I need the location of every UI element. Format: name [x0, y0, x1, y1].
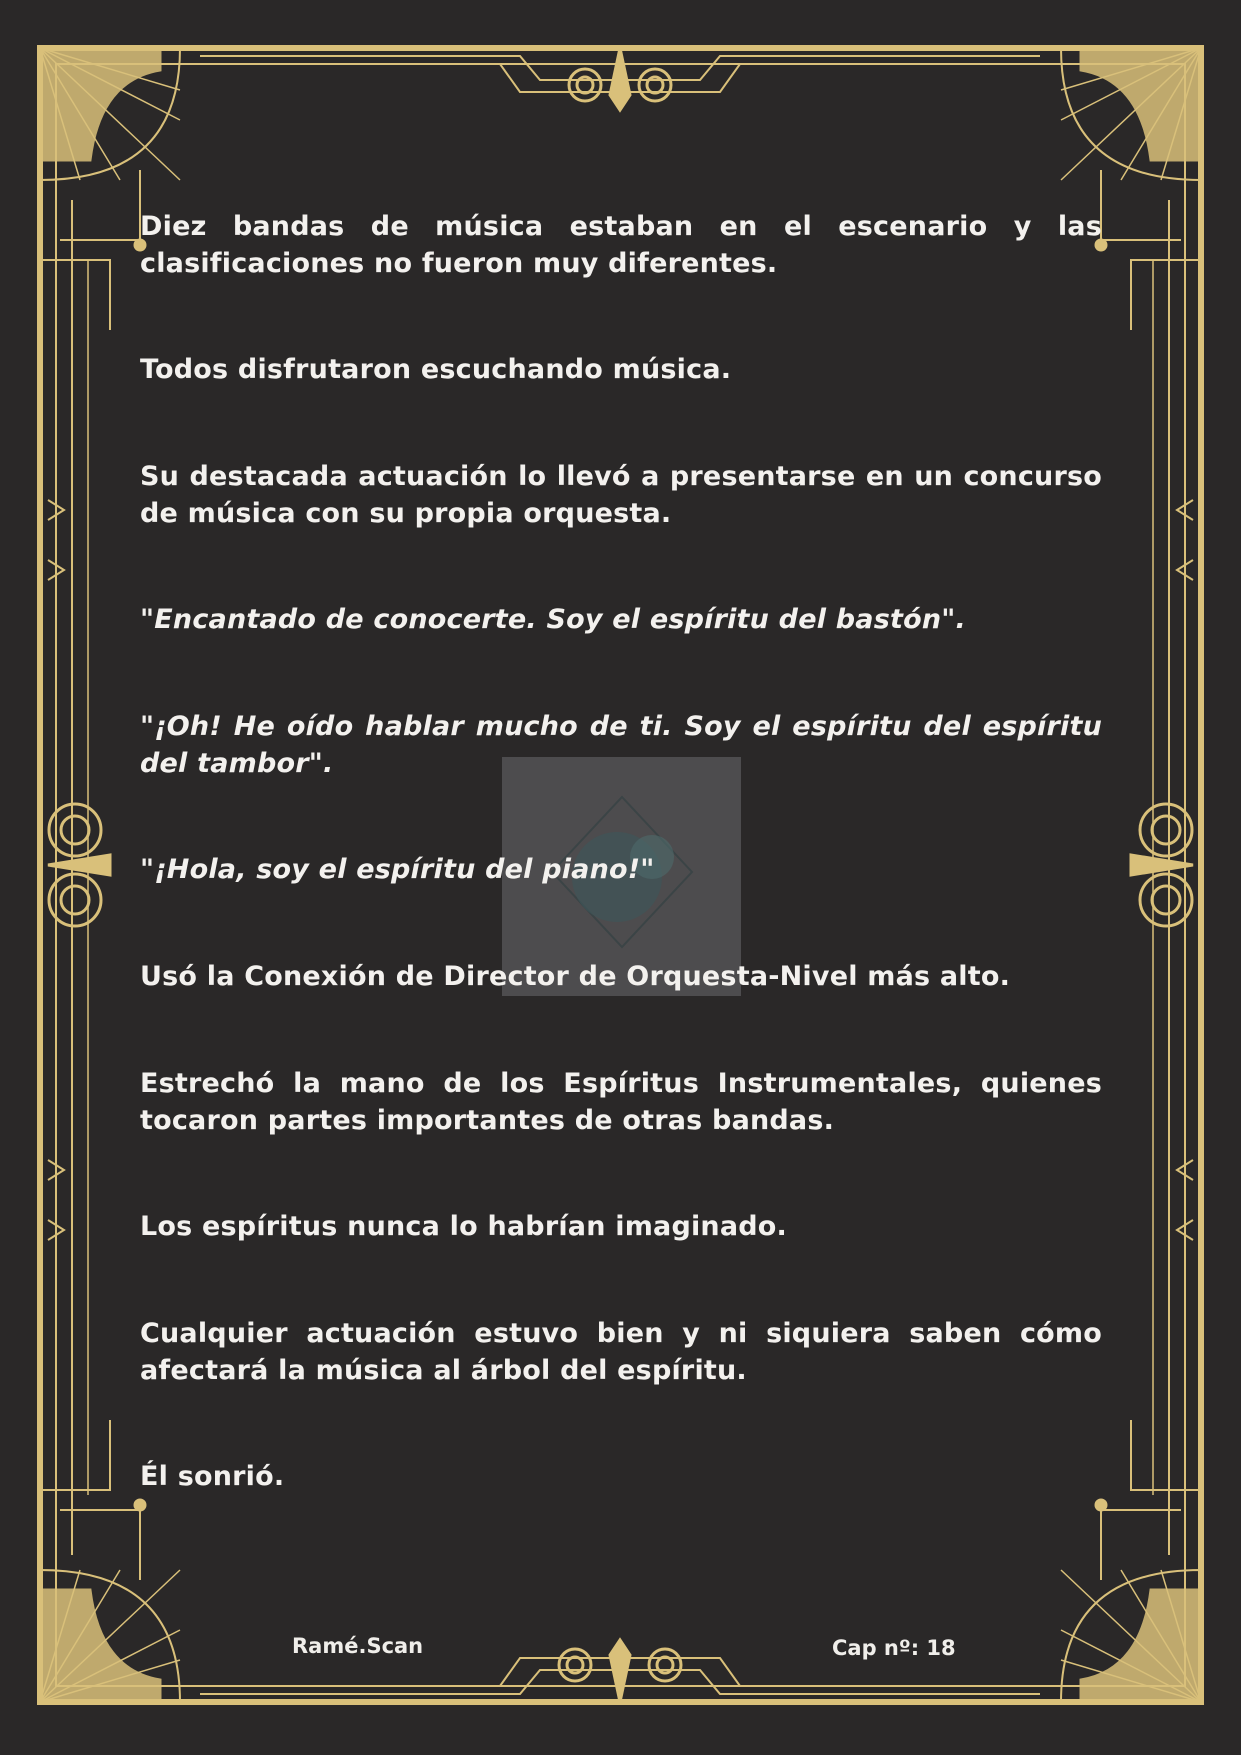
chapter-number: Cap nº: 18 — [832, 1636, 956, 1660]
dialogue-paragraph: "¡Oh! He oído hablar mucho de ti. Soy el espíritu del espíritu del tambor". — [140, 711, 1102, 779]
scan-group-credit: Ramé.Scan — [292, 1634, 424, 1658]
paragraph: Su destacada actuación lo llevó a presentarse en un concurso de música con su propia orquesta. — [140, 461, 1102, 529]
dialogue-paragraph: "¡Hola, soy el espíritu del piano!" — [140, 854, 655, 885]
paragraph: Cualquier actuación estuvo bien y ni siquiera saben cómo afectará la música al árbol del espíritu. — [140, 1318, 1102, 1386]
paragraph: Diez bandas de música estaban en el escenario y las clasificaciones no fueron muy diferentes. — [140, 211, 1102, 279]
paragraph: Los espíritus nunca lo habrían imaginado. — [140, 1211, 787, 1242]
paragraph: Todos disfrutaron escuchando música. — [140, 354, 732, 385]
paragraph: Él sonrió. — [140, 1461, 285, 1492]
dialogue-paragraph: "Encantado de conocerte. Soy el espíritu del bastón". — [140, 604, 966, 635]
paragraph: Estrechó la mano de los Espíritus Instrumentales, quienes tocaron partes importantes de otras bandas. — [140, 1068, 1102, 1136]
paragraph: Usó la Conexión de Director de Orquesta-Nivel más alto. — [140, 961, 1011, 992]
